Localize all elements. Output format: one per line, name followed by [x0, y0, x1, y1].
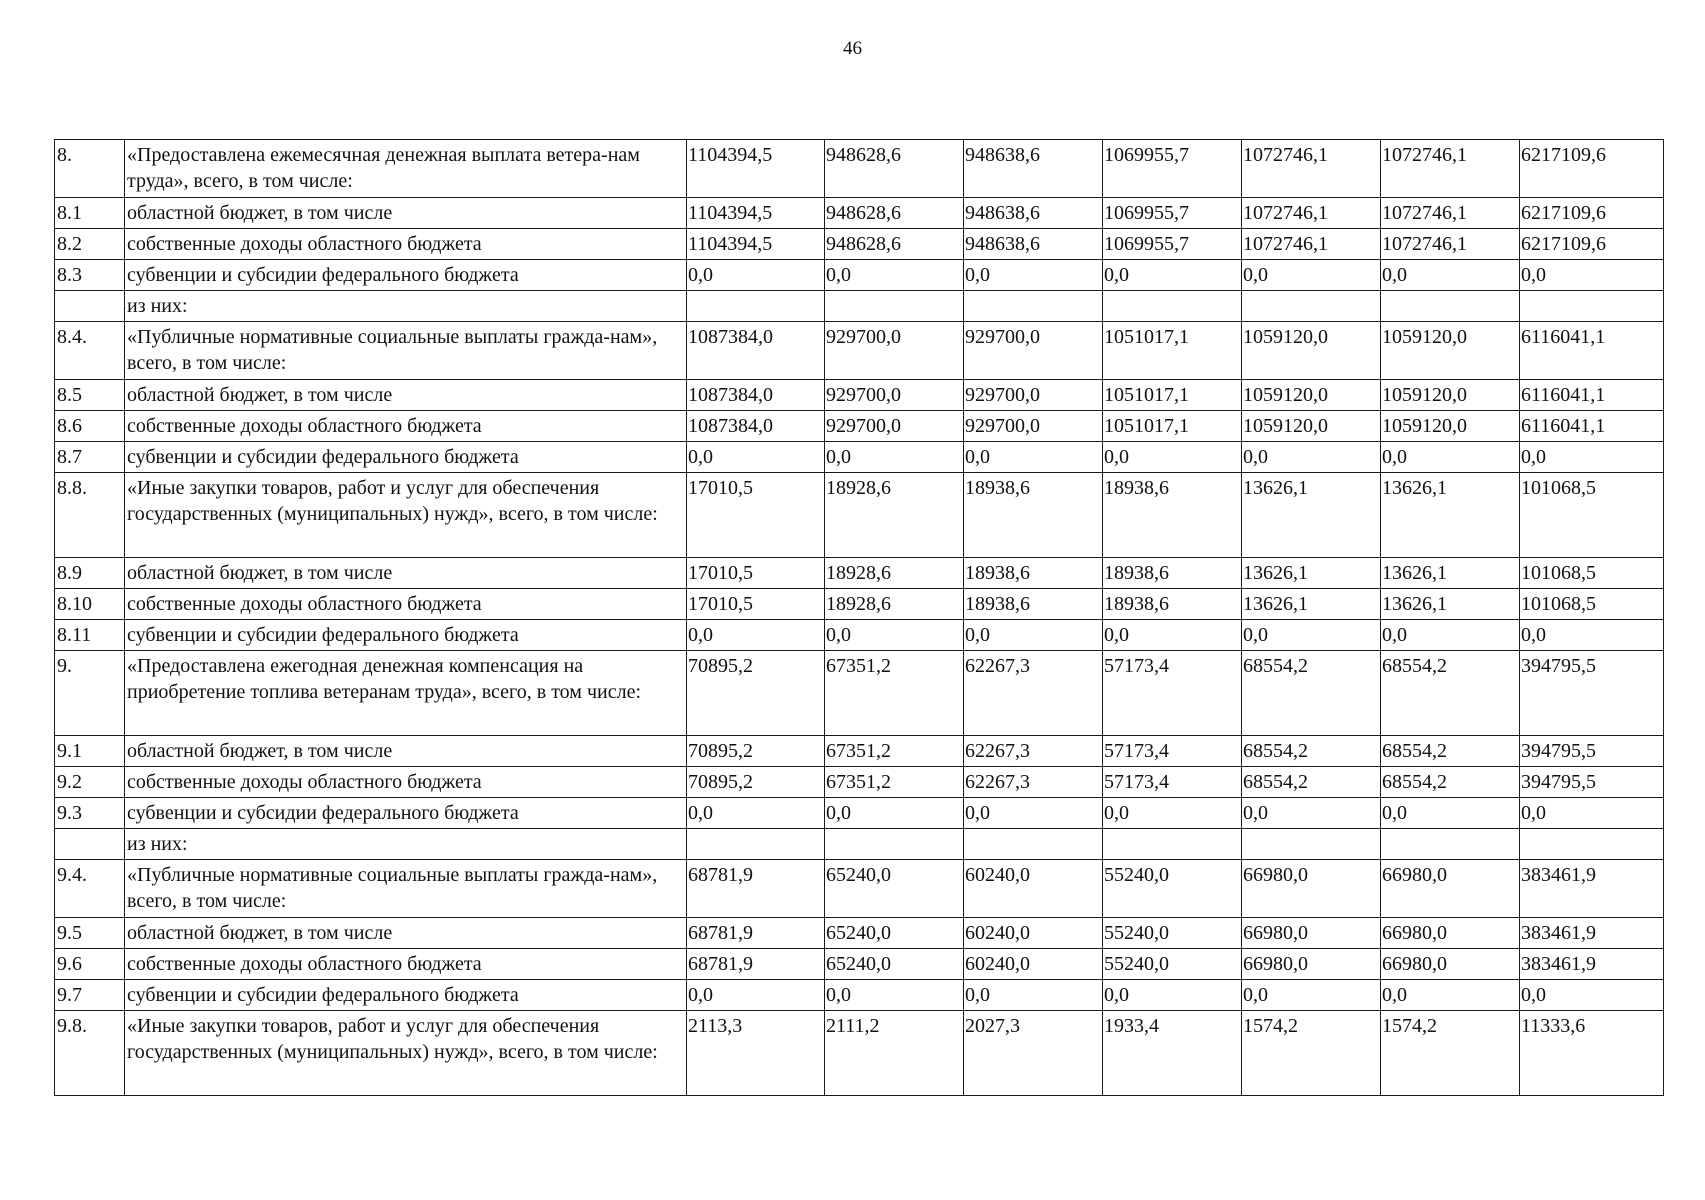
value-cell: 0,0: [1381, 798, 1520, 829]
row-number-cell: 8.10: [55, 589, 125, 620]
value-cell: 11333,6: [1520, 1011, 1664, 1096]
value-cell: [1103, 291, 1242, 322]
value-cell: 383461,9: [1520, 918, 1664, 949]
value-cell: 0,0: [1520, 620, 1664, 651]
table-row: [55, 260, 1664, 291]
value-cell: 948628,6: [825, 229, 964, 260]
value-cell: 929700,0: [825, 322, 964, 380]
value-cell: 1059120,0: [1381, 411, 1520, 442]
value-cell: 948628,6: [825, 198, 964, 229]
value-cell: 1069955,7: [1103, 140, 1242, 198]
table-row: [55, 198, 1664, 229]
value-cell: [1103, 829, 1242, 860]
value-cell: 1069955,7: [1103, 229, 1242, 260]
row-number-cell: 9.7: [55, 980, 125, 1011]
value-cell: 1069955,7: [1103, 198, 1242, 229]
row-description-cell: собственные доходы областного бюджета: [125, 949, 687, 980]
table-row: [55, 651, 1664, 736]
value-cell: 1087384,0: [687, 411, 825, 442]
value-cell: 1072746,1: [1381, 229, 1520, 260]
value-cell: 394795,5: [1520, 651, 1664, 736]
value-cell: 66980,0: [1242, 860, 1381, 918]
value-cell: 1104394,5: [687, 229, 825, 260]
value-cell: [1520, 829, 1664, 860]
value-cell: 1059120,0: [1242, 322, 1381, 380]
value-cell: 394795,5: [1520, 736, 1664, 767]
value-cell: 57173,4: [1103, 767, 1242, 798]
value-cell: 929700,0: [825, 411, 964, 442]
value-cell: 18938,6: [964, 589, 1103, 620]
value-cell: 6217109,6: [1520, 140, 1664, 198]
row-description-cell: субвенции и субсидии федерального бюджета: [125, 980, 687, 1011]
value-cell: 68554,2: [1242, 767, 1381, 798]
table-row: [55, 736, 1664, 767]
value-cell: 55240,0: [1103, 918, 1242, 949]
row-description-cell: «Иные закупки товаров, работ и услуг для обеспечения государственных (муниципальных) нужд», всего, в том числе:: [125, 1011, 687, 1096]
value-cell: 0,0: [1242, 980, 1381, 1011]
value-cell: 55240,0: [1103, 949, 1242, 980]
value-cell: 13626,1: [1242, 473, 1381, 558]
value-cell: [964, 291, 1103, 322]
value-cell: 0,0: [1242, 442, 1381, 473]
value-cell: 948638,6: [964, 140, 1103, 198]
row-description-cell: субвенции и субсидии федерального бюджета: [125, 260, 687, 291]
value-cell: 1051017,1: [1103, 380, 1242, 411]
value-cell: [964, 829, 1103, 860]
value-cell: 13626,1: [1242, 589, 1381, 620]
value-cell: 1574,2: [1381, 1011, 1520, 1096]
value-cell: 68781,9: [687, 949, 825, 980]
table-row: [55, 442, 1664, 473]
table-row: [55, 829, 1664, 860]
value-cell: 101068,5: [1520, 589, 1664, 620]
value-cell: 1059120,0: [1381, 380, 1520, 411]
row-description-cell: собственные доходы областного бюджета: [125, 229, 687, 260]
value-cell: 2111,2: [825, 1011, 964, 1096]
row-description-cell: субвенции и субсидии федерального бюджета: [125, 798, 687, 829]
value-cell: 57173,4: [1103, 736, 1242, 767]
value-cell: 66980,0: [1242, 918, 1381, 949]
value-cell: 929700,0: [964, 322, 1103, 380]
value-cell: 65240,0: [825, 949, 964, 980]
value-cell: 0,0: [1381, 620, 1520, 651]
row-description-cell: «Предоставлена ежемесячная денежная выплата ветера-нам труда», всего, в том числе:: [125, 140, 687, 198]
value-cell: 0,0: [825, 980, 964, 1011]
row-number-cell: 8.8.: [55, 473, 125, 558]
value-cell: 55240,0: [1103, 860, 1242, 918]
value-cell: 0,0: [1242, 620, 1381, 651]
value-cell: 0,0: [825, 260, 964, 291]
row-number-cell: 9.: [55, 651, 125, 736]
row-description-cell: «Публичные нормативные социальные выплаты гражда-нам», всего, в том числе:: [125, 322, 687, 380]
value-cell: 67351,2: [825, 736, 964, 767]
value-cell: 0,0: [1381, 442, 1520, 473]
value-cell: 66980,0: [1381, 860, 1520, 918]
value-cell: 70895,2: [687, 736, 825, 767]
table-row: [55, 411, 1664, 442]
value-cell: 0,0: [964, 980, 1103, 1011]
row-number-cell: 8.7: [55, 442, 125, 473]
value-cell: [825, 829, 964, 860]
row-description-cell: субвенции и субсидии федерального бюджета: [125, 442, 687, 473]
value-cell: 17010,5: [687, 473, 825, 558]
value-cell: 929700,0: [825, 380, 964, 411]
value-cell: 1072746,1: [1242, 140, 1381, 198]
row-number-cell: 9.1: [55, 736, 125, 767]
value-cell: 0,0: [1381, 980, 1520, 1011]
value-cell: 68554,2: [1381, 651, 1520, 736]
value-cell: 13626,1: [1381, 558, 1520, 589]
value-cell: 13626,1: [1381, 473, 1520, 558]
value-cell: 0,0: [1242, 260, 1381, 291]
row-description-cell: областной бюджет, в том числе: [125, 198, 687, 229]
value-cell: 65240,0: [825, 918, 964, 949]
value-cell: 0,0: [687, 798, 825, 829]
value-cell: 1059120,0: [1242, 411, 1381, 442]
value-cell: 929700,0: [964, 380, 1103, 411]
value-cell: 68781,9: [687, 918, 825, 949]
value-cell: 13626,1: [1381, 589, 1520, 620]
value-cell: 1087384,0: [687, 380, 825, 411]
value-cell: 6116041,1: [1520, 411, 1664, 442]
value-cell: [1520, 291, 1664, 322]
table-row: [55, 980, 1664, 1011]
value-cell: 18938,6: [1103, 589, 1242, 620]
value-cell: 18928,6: [825, 558, 964, 589]
value-cell: 0,0: [1381, 260, 1520, 291]
value-cell: 0,0: [687, 620, 825, 651]
value-cell: 101068,5: [1520, 558, 1664, 589]
value-cell: 0,0: [1520, 260, 1664, 291]
value-cell: 0,0: [964, 442, 1103, 473]
value-cell: 1059120,0: [1381, 322, 1520, 380]
table-body: [55, 140, 1664, 1096]
value-cell: 18928,6: [825, 473, 964, 558]
row-number-cell: 8.5: [55, 380, 125, 411]
value-cell: 6217109,6: [1520, 229, 1664, 260]
value-cell: [825, 291, 964, 322]
value-cell: 68554,2: [1381, 736, 1520, 767]
value-cell: 0,0: [964, 620, 1103, 651]
row-description-cell: областной бюджет, в том числе: [125, 558, 687, 589]
value-cell: 60240,0: [964, 918, 1103, 949]
row-description-cell: собственные доходы областного бюджета: [125, 767, 687, 798]
row-description-cell: «Предоставлена ежегодная денежная компенсация на приобретение топлива ветеранам труда», всего, в том числе:: [125, 651, 687, 736]
value-cell: 1087384,0: [687, 322, 825, 380]
row-description-cell: областной бюджет, в том числе: [125, 918, 687, 949]
table-row: [55, 558, 1664, 589]
value-cell: 0,0: [1520, 798, 1664, 829]
table-row: [55, 380, 1664, 411]
value-cell: 60240,0: [964, 949, 1103, 980]
value-cell: 18938,6: [964, 473, 1103, 558]
value-cell: 2113,3: [687, 1011, 825, 1096]
value-cell: [687, 829, 825, 860]
value-cell: 66980,0: [1381, 949, 1520, 980]
value-cell: 68554,2: [1381, 767, 1520, 798]
value-cell: 383461,9: [1520, 860, 1664, 918]
value-cell: 70895,2: [687, 651, 825, 736]
value-cell: 0,0: [964, 260, 1103, 291]
row-number-cell: 9.8.: [55, 1011, 125, 1096]
value-cell: 62267,3: [964, 651, 1103, 736]
table-row: [55, 291, 1664, 322]
value-cell: 68554,2: [1242, 651, 1381, 736]
table-row: [55, 140, 1664, 198]
value-cell: 0,0: [1520, 980, 1664, 1011]
value-cell: 17010,5: [687, 589, 825, 620]
row-number-cell: [55, 291, 125, 322]
row-description-cell: областной бюджет, в том числе: [125, 736, 687, 767]
value-cell: 0,0: [687, 980, 825, 1011]
value-cell: 1933,4: [1103, 1011, 1242, 1096]
table-row: [55, 473, 1664, 558]
value-cell: 18938,6: [964, 558, 1103, 589]
value-cell: [1381, 829, 1520, 860]
row-number-cell: 8.2: [55, 229, 125, 260]
row-description-cell: «Публичные нормативные социальные выплаты гражда-нам», всего, в том числе:: [125, 860, 687, 918]
value-cell: 1072746,1: [1381, 198, 1520, 229]
table-row: [55, 229, 1664, 260]
row-number-cell: [55, 829, 125, 860]
value-cell: [1242, 829, 1381, 860]
value-cell: 0,0: [687, 260, 825, 291]
value-cell: 6116041,1: [1520, 322, 1664, 380]
value-cell: 1574,2: [1242, 1011, 1381, 1096]
value-cell: 0,0: [1103, 798, 1242, 829]
value-cell: 67351,2: [825, 651, 964, 736]
row-number-cell: 9.6: [55, 949, 125, 980]
value-cell: 394795,5: [1520, 767, 1664, 798]
value-cell: 1072746,1: [1242, 229, 1381, 260]
value-cell: 18938,6: [1103, 473, 1242, 558]
table-row: [55, 949, 1664, 980]
row-description-cell: собственные доходы областного бюджета: [125, 411, 687, 442]
value-cell: 6116041,1: [1520, 380, 1664, 411]
value-cell: 66980,0: [1242, 949, 1381, 980]
value-cell: 17010,5: [687, 558, 825, 589]
row-number-cell: 9.3: [55, 798, 125, 829]
table-row: [55, 798, 1664, 829]
value-cell: 6217109,6: [1520, 198, 1664, 229]
value-cell: 1059120,0: [1242, 380, 1381, 411]
value-cell: 0,0: [825, 442, 964, 473]
row-number-cell: 8.3: [55, 260, 125, 291]
row-number-cell: 9.2: [55, 767, 125, 798]
value-cell: 1072746,1: [1381, 140, 1520, 198]
value-cell: 101068,5: [1520, 473, 1664, 558]
table-row: [55, 918, 1664, 949]
value-cell: 68554,2: [1242, 736, 1381, 767]
value-cell: 18938,6: [1103, 558, 1242, 589]
table-row: [55, 1011, 1664, 1096]
value-cell: 383461,9: [1520, 949, 1664, 980]
table-row: [55, 767, 1664, 798]
value-cell: 68781,9: [687, 860, 825, 918]
table-row: [55, 589, 1664, 620]
value-cell: 1104394,5: [687, 198, 825, 229]
row-number-cell: 9.4.: [55, 860, 125, 918]
value-cell: 948628,6: [825, 140, 964, 198]
row-number-cell: 8.11: [55, 620, 125, 651]
value-cell: [1381, 291, 1520, 322]
value-cell: 1072746,1: [1242, 198, 1381, 229]
value-cell: 0,0: [825, 620, 964, 651]
value-cell: 66980,0: [1381, 918, 1520, 949]
page-number: 46: [843, 38, 862, 59]
value-cell: 1051017,1: [1103, 322, 1242, 380]
value-cell: 0,0: [1242, 798, 1381, 829]
value-cell: 57173,4: [1103, 651, 1242, 736]
row-description-cell: областной бюджет, в том числе: [125, 380, 687, 411]
value-cell: 0,0: [1103, 620, 1242, 651]
value-cell: 0,0: [1103, 260, 1242, 291]
value-cell: 948638,6: [964, 229, 1103, 260]
row-number-cell: 8.9: [55, 558, 125, 589]
value-cell: 929700,0: [964, 411, 1103, 442]
value-cell: 60240,0: [964, 860, 1103, 918]
value-cell: 0,0: [687, 442, 825, 473]
value-cell: [687, 291, 825, 322]
value-cell: 1051017,1: [1103, 411, 1242, 442]
value-cell: [1242, 291, 1381, 322]
value-cell: 0,0: [964, 798, 1103, 829]
row-description-cell: субвенции и субсидии федерального бюджета: [125, 620, 687, 651]
row-description-cell: собственные доходы областного бюджета: [125, 589, 687, 620]
row-number-cell: 8.1: [55, 198, 125, 229]
value-cell: 0,0: [825, 798, 964, 829]
value-cell: 0,0: [1103, 442, 1242, 473]
value-cell: 62267,3: [964, 767, 1103, 798]
row-number-cell: 8.: [55, 140, 125, 198]
value-cell: 0,0: [1520, 442, 1664, 473]
row-number-cell: 9.5: [55, 918, 125, 949]
table-row: [55, 322, 1664, 380]
value-cell: 67351,2: [825, 767, 964, 798]
value-cell: 65240,0: [825, 860, 964, 918]
value-cell: 62267,3: [964, 736, 1103, 767]
row-number-cell: 8.4.: [55, 322, 125, 380]
row-description-cell: из них:: [125, 291, 687, 322]
table-row: [55, 860, 1664, 918]
value-cell: 18928,6: [825, 589, 964, 620]
table-row: [55, 620, 1664, 651]
value-cell: 948638,6: [964, 198, 1103, 229]
row-description-cell: «Иные закупки товаров, работ и услуг для обеспечения государственных (муниципальных) нужд», всего, в том числе:: [125, 473, 687, 558]
row-description-cell: из них:: [125, 829, 687, 860]
value-cell: 2027,3: [964, 1011, 1103, 1096]
row-number-cell: 8.6: [55, 411, 125, 442]
value-cell: 13626,1: [1242, 558, 1381, 589]
budget-table: [54, 139, 1664, 1096]
value-cell: 0,0: [1103, 980, 1242, 1011]
value-cell: 1104394,5: [687, 140, 825, 198]
value-cell: 70895,2: [687, 767, 825, 798]
